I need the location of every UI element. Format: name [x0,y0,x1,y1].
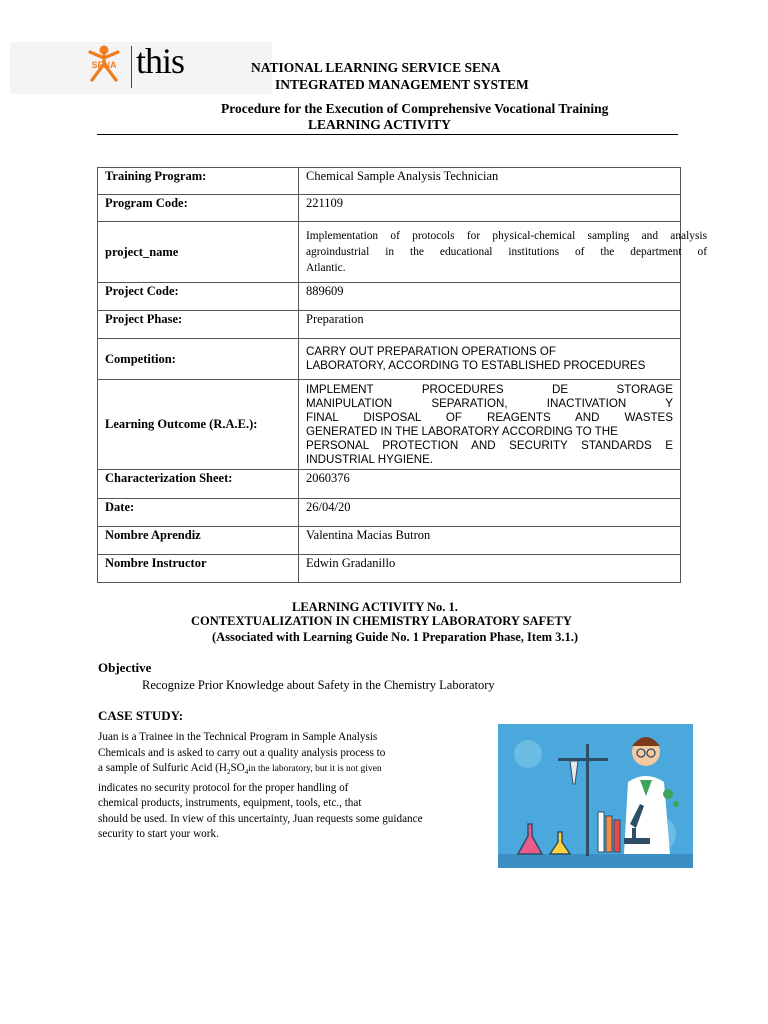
label-project-phase: Project Phase: [98,311,299,339]
sena-logo-text: SENA [91,60,117,70]
label-characterization-sheet: Characterization Sheet: [98,470,299,499]
header-line-2: INTEGRATED MANAGEMENT SYSTEM [275,77,529,92]
outcome-line: INDUSTRIAL HYGIENE. [306,452,434,466]
label-nombre-instructor: Nombre Instructor [98,555,299,583]
competition-line: CARRY OUT PREPARATION OPERATIONS OF [306,345,556,358]
case-study-heading: CASE STUDY: [98,708,184,723]
logo-text: this [136,41,185,81]
activity-association: (Associated with Learning Guide No. 1 Preparation Phase, Item 3.1.) [212,630,579,644]
label-competition: Competition: [98,339,299,380]
value-nombre-aprendiz: Valentina Macias Butron [299,527,681,555]
case-study-line: security to start your work. [98,828,219,841]
header-line-1: NATIONAL LEARNING SERVICE SENA [251,60,501,75]
case-study-text: in the laboratory, but it is not given [248,764,382,774]
objective-item: Recognize Prior Knowledge about Safety in the Chemistry Laboratory [142,678,495,692]
subscript: 2 [226,768,231,777]
logo-divider [131,46,132,88]
value-characterization-sheet: 2060376 [299,470,681,499]
competition-line: LABORATORY, ACCORDING TO ESTABLISHED PROCEDURES [306,359,646,372]
value-training-program: Chemical Sample Analysis Technician [299,168,681,195]
table-row [98,470,681,499]
value-project-phase: Preparation [299,311,681,339]
label-learning-outcome: Learning Outcome (R.A.E.): [98,380,299,470]
label-date: Date: [98,499,299,527]
sena-logo-icon [82,44,126,88]
table-row [98,380,681,470]
label-project-name: project_name [98,222,299,283]
label-training-program: Training Program: [98,168,299,195]
case-study-text: a sample of Sulfuric Acid (H [98,762,227,774]
label-nombre-aprendiz: Nombre Aprendiz [98,527,299,555]
case-study-body [98,730,466,843]
case-study-line: indicates no security protocol for the proper handling of [98,781,349,794]
outcome-line: MANIPULATION SEPARATION, INACTIVATION Y [306,396,673,410]
header-line-3: Procedure for the Execution of Comprehensive Vocational Training [221,101,609,116]
subscript: 4 [244,768,249,777]
project-name-line: Atlantic. [306,262,346,274]
value-competition [299,339,681,380]
case-study-line: chemical products, instruments, equipment, tools, etc., that [98,797,362,810]
value-date: 26/04/20 [299,499,681,527]
value-learning-outcome [299,380,681,470]
table-row [98,222,681,283]
table-row [98,527,681,555]
project-name-line: Implementation of protocols for physical-chemical sampling and analysis [306,230,707,242]
case-study-text: SO [230,762,245,774]
case-study-line [98,761,466,781]
chemist-laboratory-illustration [498,724,693,868]
outcome-line: IMPLEMENT PROCEDURES DE STORAGE [306,382,673,396]
outcome-line: PERSONAL PROTECTION AND SECURITY STANDARDS E [306,438,673,452]
table-row [98,283,681,311]
project-name-line: agroindustrial in the educational institutions of the department of [306,246,707,258]
outcome-line: FINAL DISPOSAL OF REAGENTS AND WASTES [306,410,673,424]
outcome-line: GENERATED IN THE LABORATORY ACCORDING TO THE [306,424,618,438]
table-row [98,499,681,527]
value-project-name [299,222,707,283]
objective-heading: Objective [98,660,152,675]
header-line-4: LEARNING ACTIVITY [308,117,451,132]
value-program-code: 221109 [299,195,681,222]
label-program-code: Program Code: [98,195,299,222]
table-row [98,168,681,195]
header-rule [97,134,678,135]
info-table [97,167,707,583]
activity-title: LEARNING ACTIVITY No. 1. [292,600,458,614]
case-study-line: Chemicals and is asked to carry out a quality analysis process to [98,746,386,759]
value-project-code: 889609 [299,283,681,311]
value-nombre-instructor: Edwin Gradanillo [299,555,681,583]
table-row [98,555,681,583]
table-row [98,339,681,380]
table-row [98,311,681,339]
activity-subtitle: CONTEXTUALIZATION IN CHEMISTRY LABORATORY SAFETY [191,614,572,628]
case-study-line: should be used. In view of this uncertainty, Juan requests some guidance [98,812,423,825]
table-row [98,195,681,222]
label-project-code: Project Code: [98,283,299,311]
case-study-line: Juan is a Trainee in the Technical Program in Sample Analysis [98,731,378,743]
